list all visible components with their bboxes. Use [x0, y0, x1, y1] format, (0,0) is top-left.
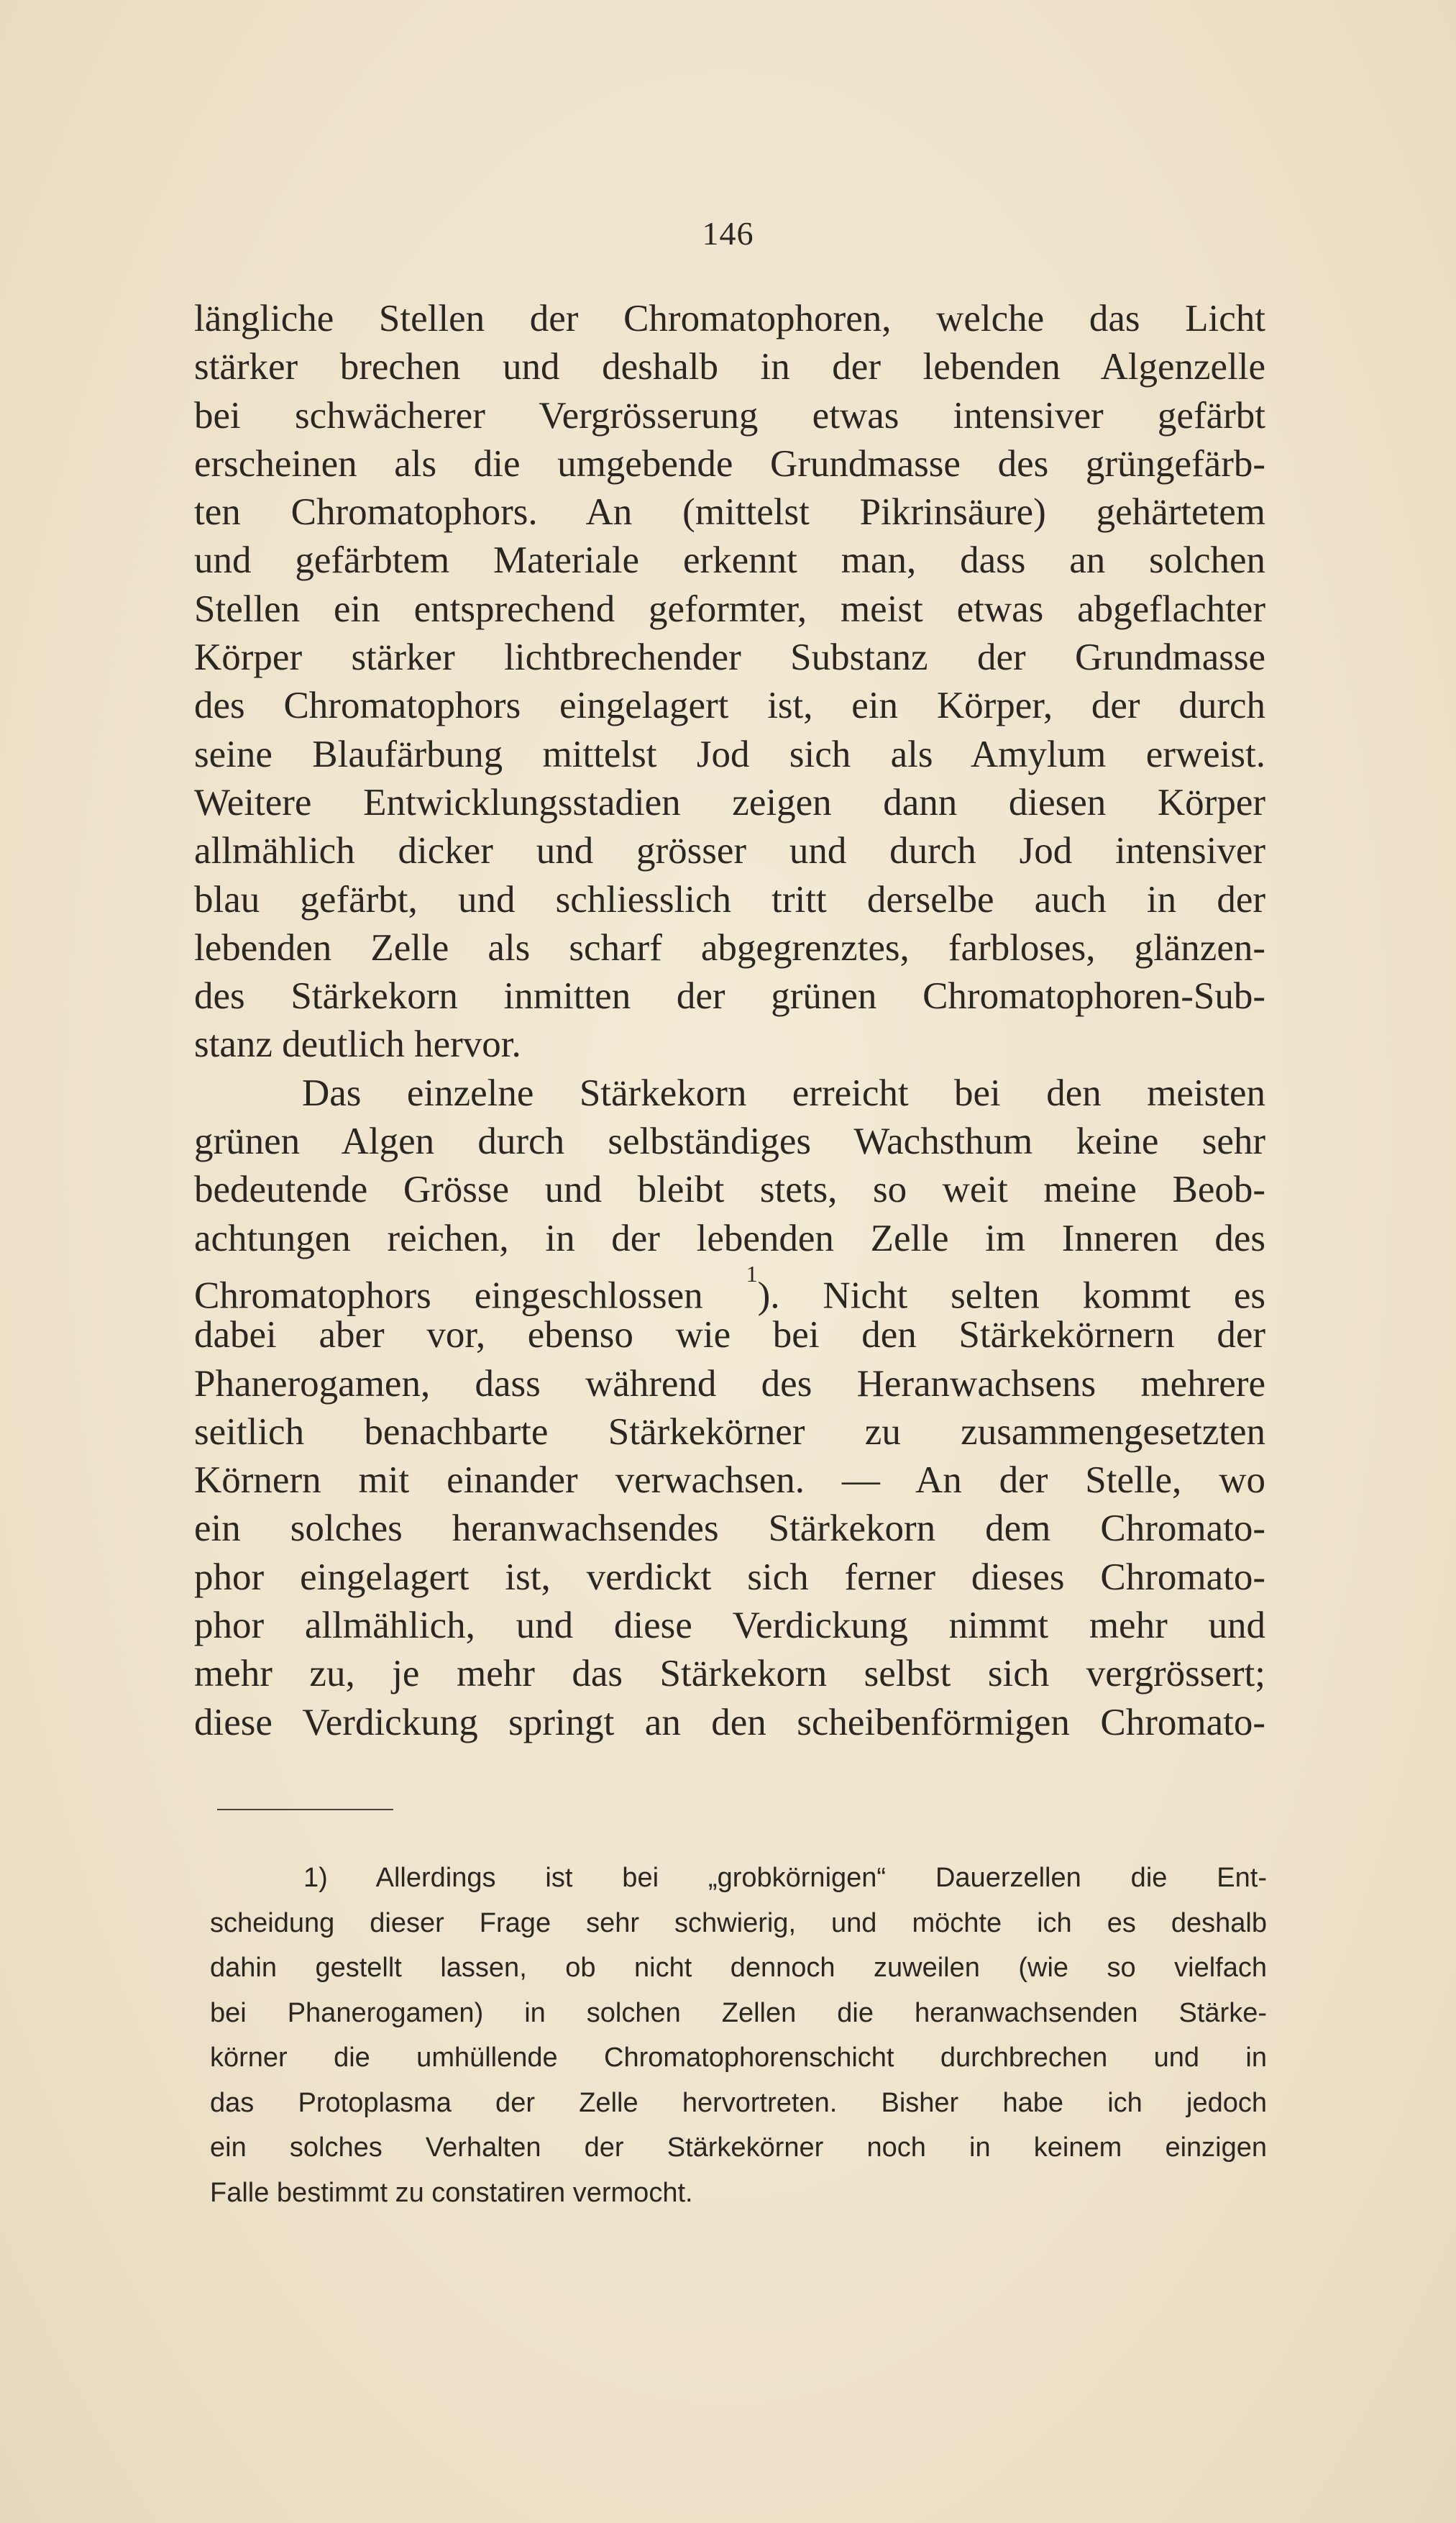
text-line: des Chromatophors eingelagert ist, ein Körper, der durch	[194, 685, 1265, 727]
text-line: ein solches heranwachsendes Stärkekorn dem Chromato-	[194, 1507, 1265, 1550]
text-line: lebenden Zelle als scharf abgegrenztes, farbloses, glänzen-	[194, 926, 1265, 969]
text-line: allmählich dicker und grösser und durch Jod intensiver	[194, 830, 1265, 872]
text-line: bedeutende Grösse und bleibt stets, so weit meine Beob-	[194, 1169, 1265, 1211]
text-line: seitlich benachbarte Stärkekörner zu zusammengesetzten	[194, 1410, 1265, 1453]
text-line: phor eingelagert ist, verdickt sich ferner dieses Chromato-	[194, 1556, 1265, 1598]
text-line: längliche Stellen der Chromatophoren, welche das Licht	[194, 298, 1265, 339]
text-line: bei schwächerer Vergrösserung etwas intensiver gefärbt	[194, 394, 1265, 437]
text-line: seine Blaufärbung mittelst Jod sich als Amylum erweist.	[194, 733, 1265, 775]
text-line: erscheinen als die umgebende Grundmasse des grüngefärb-	[194, 442, 1265, 485]
text-line: dabei aber vor, ebenso wie bei den Stärkekörnern der	[194, 1314, 1265, 1356]
text-line: Weitere Entwicklungsstadien zeigen dann diesen Körper	[194, 781, 1265, 823]
text-line: Phanerogamen, dass während des Heranwachsens mehrere	[194, 1362, 1265, 1405]
page-number: 146	[702, 215, 754, 252]
text-segment: ). Nicht selten kommt es	[757, 1274, 1265, 1317]
footnote-line: scheidung dieser Frage sehr schwierig, und möchte ich es deshalb	[210, 1907, 1267, 1938]
footnote-line: körner die umhüllende Chromatophorenschicht durchbrechen und in	[210, 2043, 1267, 2073]
text-line: und gefärbtem Materiale erkennt man, dass an solchen	[194, 539, 1265, 582]
text-line: stanz deutlich hervor.	[194, 1023, 521, 1066]
text-line: achtungen reichen, in der lebenden Zelle im Inneren des	[194, 1217, 1265, 1259]
footnote-line: ein solches Verhalten der Stärkekörner noch in keinem einzigen	[210, 2132, 1267, 2163]
footnote-line: 1) Allerdings ist bei „grobkörnigen“ Dauerzellen die Ent-	[303, 1863, 1267, 1893]
footnote-block	[210, 1856, 1267, 2215]
text-line: grünen Algen durch selbständiges Wachsthum keine sehr	[194, 1121, 1265, 1163]
text-line: diese Verdickung springt an den scheibenförmigen Chromato-	[194, 1701, 1265, 1743]
footnote-line: dahin gestellt lassen, ob nicht dennoch zuweilen (wie so vielfach	[210, 1953, 1267, 1983]
text-line: ten Chromatophors. An (mittelst Pikrinsäure) gehärtetem	[194, 491, 1265, 534]
text-segment: Chromatophors eingeschlossen	[194, 1274, 703, 1317]
text-line: Körper stärker lichtbrechender Substanz der Grundmasse	[194, 637, 1265, 679]
main-text-block	[194, 295, 1265, 1747]
footnote-line: Falle bestimmt zu constatiren vermocht.	[210, 2177, 693, 2208]
paragraph-start-line: Das einzelne Stärkekorn erreicht bei den meisten	[302, 1072, 1265, 1114]
text-line: mehr zu, je mehr das Stärkekorn selbst sich vergrössert;	[194, 1653, 1265, 1695]
text-line: phor allmählich, und diese Verdickung nimmt mehr und	[194, 1605, 1265, 1647]
footnote-separator-rule	[217, 1809, 393, 1810]
text-line: Körnern mit einander verwachsen. — An der Stelle, wo	[194, 1459, 1265, 1502]
text-line: stärker brechen und deshalb in der lebenden Algenzelle	[194, 346, 1265, 388]
text-line: blau gefärbt, und schliesslich tritt derselbe auch in der	[194, 878, 1265, 921]
footnote-line: das Protoplasma der Zelle hervortreten. Bisher habe ich jedoch	[210, 2087, 1267, 2118]
text-line: Stellen ein entsprechend geformter, meist etwas abgeflachter	[194, 588, 1265, 630]
footnote-line: bei Phanerogamen) in solchen Zellen die heranwachsenden Stärke-	[210, 1997, 1267, 2028]
footnote-reference: 1	[746, 1260, 758, 1287]
text-line: des Stärkekorn inmitten der grünen Chromatophoren-Sub-	[194, 975, 1265, 1018]
text-line-with-footnote-ref	[194, 1260, 1265, 1317]
